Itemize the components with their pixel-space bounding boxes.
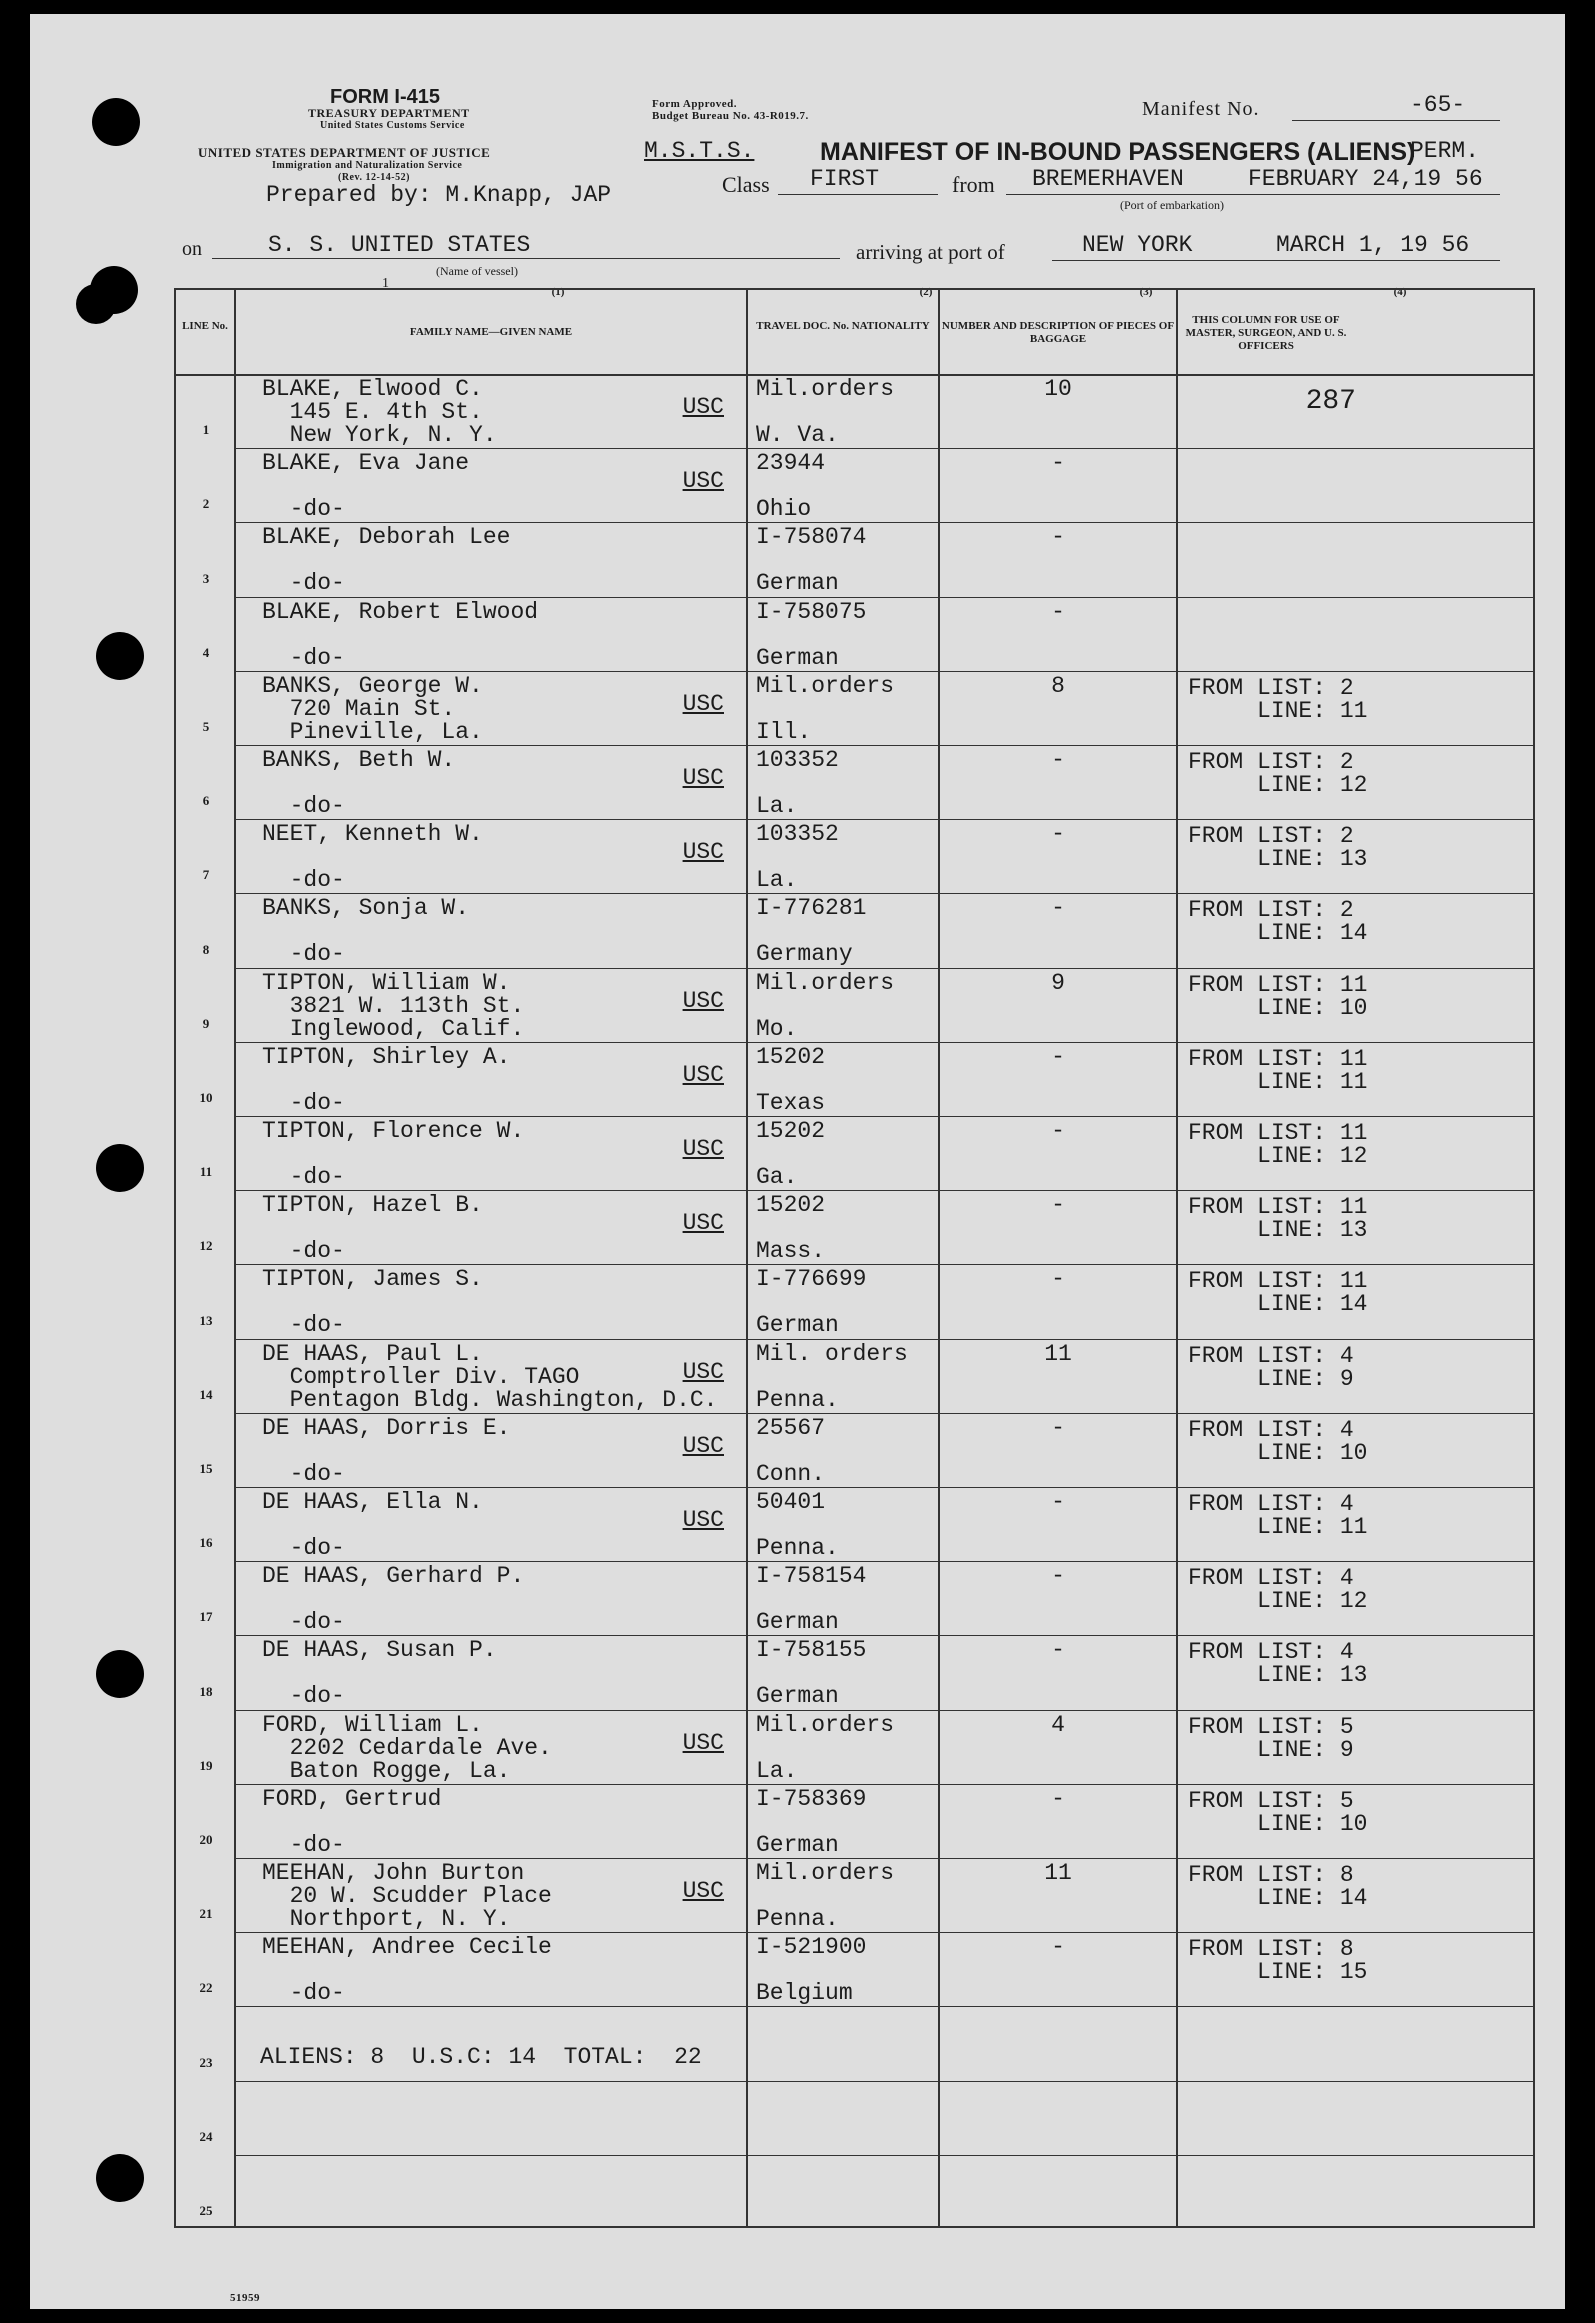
table-row [176, 1413, 1533, 1487]
travel-document: I-758155 German [756, 1637, 867, 1710]
officer-note: FROM LIST: 11 LINE: 13 [1188, 1194, 1368, 1244]
line-number: 20 [199, 1831, 213, 1847]
table-row [176, 1116, 1533, 1190]
travel-document: 15202 Texas [756, 1043, 826, 1116]
passenger-name: ALIENS: 8 U.S.C: 14 TOTAL: 22 [260, 2044, 702, 2071]
col-header-line: LINE No. [182, 320, 228, 332]
passenger-name: TIPTON, Shirley A. -do- [262, 1043, 511, 1116]
line-number: 16 [199, 1535, 213, 1551]
citizenship-usc: USC [682, 1210, 724, 1237]
citizenship-usc: USC [682, 1432, 724, 1459]
officer-note: FROM LIST: 2 LINE: 11 [1188, 674, 1368, 724]
passenger-name: DE HAAS, Paul L. Comptroller Div. TAGO Pentagon Bldg. Washington, D.C. [262, 1340, 718, 1413]
baggage-count: - [1051, 1489, 1065, 1515]
travel-document: 23944 Ohio [756, 450, 826, 523]
travel-document: Mil.orders Penna. [756, 1860, 895, 1932]
passenger-name: BLAKE, Robert Elwood -do- [262, 598, 539, 671]
line-number: 6 [202, 793, 210, 809]
col-num-4: (4) [1393, 286, 1407, 298]
officer-note: FROM LIST: 2 LINE: 12 [1188, 749, 1368, 798]
officer-note: FROM LIST: 8 LINE: 15 [1188, 1936, 1368, 1986]
customs-service: United States Customs Service [320, 120, 465, 131]
table-row [176, 597, 1533, 671]
col-num-2: (2) [919, 286, 933, 298]
baggage-count: - [1051, 1414, 1065, 1441]
punch-hole [96, 1650, 144, 1698]
passenger-name: BLAKE, Elwood C. 145 E. 4th St. New York, N. Y. [262, 376, 497, 448]
baggage-count: 11 [1044, 1340, 1072, 1367]
table-row [176, 1932, 1533, 2006]
baggage-count: - [1051, 1118, 1065, 1144]
table-row [176, 2155, 1533, 2229]
citizenship-usc: USC [682, 1878, 724, 1904]
travel-document: I-758074 German [756, 524, 867, 597]
arrival-port: NEW YORK [1082, 232, 1193, 258]
line-number: 12 [199, 1238, 213, 1254]
table-row [176, 745, 1533, 819]
line-number: 5 [202, 718, 210, 734]
baggage-count: - [1051, 450, 1065, 477]
baggage-count: 8 [1051, 672, 1065, 699]
citizenship-usc: USC [682, 690, 724, 717]
baggage-count: - [1051, 1043, 1065, 1070]
line-number: 10 [199, 1089, 213, 1105]
travel-document: 103352 La. [756, 821, 839, 894]
officer-note: FROM LIST: 2 LINE: 14 [1188, 897, 1368, 947]
table-row [176, 448, 1533, 522]
officer-note: FROM LIST: 11 LINE: 11 [1188, 1045, 1368, 1095]
on-label: on [182, 238, 202, 260]
punch-hole [96, 2154, 144, 2202]
baggage-count: - [1051, 1934, 1065, 1961]
travel-document: I-758369 German [756, 1785, 867, 1858]
officer-note: FROM LIST: 11 LINE: 12 [1188, 1120, 1368, 1169]
passenger-name: TIPTON, James S. -do- [262, 1266, 483, 1339]
form-revision: (Rev. 12-14-52) [338, 172, 410, 183]
travel-document: I-758154 German [756, 1563, 867, 1636]
citizenship-usc: USC [682, 987, 724, 1014]
officer-note: FROM LIST: 11 LINE: 10 [1188, 971, 1368, 1021]
passenger-table [174, 288, 1535, 2228]
line-number: 3 [202, 570, 210, 586]
table-row [176, 2006, 1533, 2080]
manifest-no-label: Manifest No. [1142, 98, 1260, 120]
travel-document: 103352 La. [756, 747, 839, 819]
vessel-name: S. S. UNITED STATES [268, 232, 531, 258]
line-number: 13 [199, 1312, 213, 1328]
line-number: 8 [202, 941, 210, 957]
vessel-caption: (Name of vessel) [436, 264, 518, 278]
officer-note: FROM LIST: 5 LINE: 10 [1188, 1787, 1368, 1837]
officer-note: FROM LIST: 2 LINE: 13 [1188, 823, 1368, 873]
passenger-name: FORD, William L. 2202 Cedardale Ave. Baton Rogge, La. [262, 1711, 552, 1784]
justice-dept: UNITED STATES DEPARTMENT OF JUSTICE [198, 145, 491, 160]
table-row [176, 2081, 1533, 2155]
col-header-baggage: NUMBER AND DESCRIPTION OF PIECES OF BAGGAGE [941, 320, 1175, 345]
prepared-by: Prepared by: M.Knapp, JAP [266, 182, 612, 208]
travel-document: 15202 Mass. [756, 1192, 826, 1265]
officer-note: FROM LIST: 5 LINE: 9 [1188, 1713, 1354, 1763]
passenger-name: BLAKE, Eva Jane -do- [262, 450, 470, 523]
passenger-name: TIPTON, William W. 3821 W. 113th St. Inglewood, Calif. [262, 969, 525, 1042]
baggage-count: - [1051, 1192, 1065, 1219]
table-row [176, 1858, 1533, 1932]
punch-hole [92, 98, 140, 146]
manifest-number: -65- [1410, 92, 1466, 118]
officer-note: FROM LIST: 4 LINE: 13 [1188, 1639, 1368, 1689]
table-row [176, 1710, 1533, 1784]
table-row [176, 1339, 1533, 1413]
baggage-count: - [1051, 1785, 1065, 1812]
port-of-embarkation: BREMERHAVEN [1032, 166, 1184, 192]
from-label: from [952, 172, 995, 197]
baggage-count: - [1051, 895, 1065, 922]
baggage-count: 9 [1051, 969, 1065, 996]
arriving-label: arriving at port of [856, 240, 1005, 264]
baggage-count: - [1051, 524, 1065, 551]
treasury-dept: TREASURY DEPARTMENT [308, 106, 470, 120]
line-number: 15 [199, 1460, 213, 1476]
line-number: 14 [199, 1386, 213, 1402]
baggage-count: - [1051, 1266, 1065, 1293]
form-approved: Form Approved. [652, 98, 738, 110]
table-row [176, 1190, 1533, 1264]
port-caption: (Port of embarkation) [1120, 198, 1224, 212]
baggage-count: 11 [1044, 1860, 1072, 1886]
passenger-name: BANKS, George W. 720 Main St. Pineville, La. [262, 672, 483, 745]
baggage-count: - [1051, 1563, 1065, 1590]
line-number: 11 [199, 1164, 213, 1180]
citizenship-usc: USC [682, 839, 724, 866]
table-row [176, 1264, 1533, 1338]
ins-service: Immigration and Naturalization Service [272, 160, 463, 171]
passenger-name: BANKS, Sonja W. -do- [262, 895, 470, 968]
travel-document: 15202 Ga. [756, 1118, 826, 1190]
citizenship-usc: USC [682, 1136, 724, 1162]
officer-note: FROM LIST: 4 LINE: 12 [1188, 1565, 1368, 1615]
col-num-3: (3) [1139, 286, 1153, 298]
officer-note: FROM LIST: 11 LINE: 14 [1188, 1268, 1368, 1318]
table-row [176, 1635, 1533, 1709]
line-number: 21 [199, 1906, 213, 1922]
table-row [176, 893, 1533, 967]
class-label: Class [722, 172, 770, 197]
line-number: 7 [202, 867, 210, 883]
table-row [176, 968, 1533, 1042]
citizenship-usc: USC [682, 765, 724, 791]
passenger-name: DE HAAS, Gerhard P. -do- [262, 1563, 525, 1636]
citizenship-usc: USC [682, 1729, 724, 1756]
passenger-name: DE HAAS, Ella N. -do- [262, 1489, 483, 1561]
punch-hole [96, 1144, 144, 1192]
punch-hole [96, 632, 144, 680]
table-row [176, 1042, 1533, 1116]
citizenship-usc: USC [682, 1507, 724, 1533]
line-number: 18 [199, 1683, 213, 1699]
travel-document: 50401 Penna. [756, 1489, 839, 1561]
baggage-count: 4 [1051, 1711, 1065, 1738]
line-number: 25 [199, 2202, 213, 2218]
travel-document: 25567 Conn. [756, 1414, 826, 1487]
table-row [176, 1784, 1533, 1858]
baggage-count: - [1051, 821, 1065, 848]
passenger-name: MEEHAN, Andree Cecile -do- [262, 1934, 552, 2007]
baggage-count: - [1051, 1637, 1065, 1664]
table-row [176, 671, 1533, 745]
officer-note: FROM LIST: 4 LINE: 9 [1188, 1342, 1354, 1392]
line-number: 2 [202, 496, 210, 512]
line-number: 17 [199, 1609, 213, 1625]
table-row [176, 1487, 1533, 1561]
arrival-date: MARCH 1, 19 56 [1276, 232, 1470, 258]
punch-hole [76, 284, 116, 324]
col-header-doc: TRAVEL DOC. No. NATIONALITY [756, 320, 930, 332]
travel-document: I-776699 German [756, 1266, 867, 1339]
line-number: 1 [202, 422, 210, 438]
baggage-count: - [1051, 598, 1065, 625]
column-index-mark: 1 [382, 276, 389, 291]
travel-document: I-521900 Belgium [756, 1934, 867, 2007]
budget-bureau: Budget Bureau No. 43-R019.7. [652, 110, 809, 122]
table-row [176, 1561, 1533, 1635]
passenger-name: FORD, Gertrud -do- [262, 1785, 442, 1858]
passenger-name: TIPTON, Hazel B. -do- [262, 1192, 483, 1265]
col-header-officers: THIS COLUMN FOR USE OF MASTER, SURGEON, AND U. S. OFFICERS [1185, 314, 1347, 352]
col-num-1: (1) [551, 286, 565, 298]
passenger-name: BANKS, Beth W. -do- [262, 747, 456, 819]
footer-code: 51959 [230, 2292, 260, 2304]
document-title: MANIFEST OF IN-BOUND PASSENGERS (ALIENS) [820, 138, 1416, 166]
citizenship-usc: USC [682, 1061, 724, 1088]
passenger-name: TIPTON, Florence W. -do- [262, 1118, 525, 1190]
baggage-count: - [1051, 747, 1065, 773]
travel-document: Mil. orders Penna. [756, 1340, 908, 1413]
officer-note: FROM LIST: 8 LINE: 14 [1188, 1862, 1368, 1911]
baggage-count: 10 [1044, 376, 1072, 402]
officer-note: 287 [1305, 386, 1356, 417]
table-row [176, 819, 1533, 893]
line-number: 24 [199, 2128, 213, 2144]
line-number: 19 [199, 1757, 213, 1773]
travel-document: Mil.orders W. Va. [756, 376, 895, 448]
travel-document: I-758075 German [756, 598, 867, 671]
msts: M.S.T.S. [644, 138, 755, 164]
passenger-name: DE HAAS, Dorris E. -do- [262, 1414, 511, 1487]
travel-document: Mil.orders La. [756, 1711, 895, 1784]
officer-note: FROM LIST: 4 LINE: 10 [1188, 1416, 1368, 1466]
departure-date: FEBRUARY 24,19 56 [1248, 166, 1483, 192]
col-header-name: FAMILY NAME—GIVEN NAME [409, 326, 573, 338]
citizenship-usc: USC [682, 1358, 724, 1385]
class-value: FIRST [810, 166, 880, 192]
line-number: 23 [199, 2054, 213, 2070]
passenger-name: DE HAAS, Susan P. -do- [262, 1637, 497, 1710]
table-row [176, 374, 1533, 448]
officer-note: FROM LIST: 4 LINE: 11 [1188, 1491, 1368, 1540]
line-number: 4 [202, 644, 210, 660]
form-number: FORM I-415 [330, 86, 441, 108]
line-number: 22 [199, 1980, 213, 1996]
passenger-name: BLAKE, Deborah Lee -do- [262, 524, 511, 597]
travel-document: Mil.orders Ill. [756, 672, 895, 745]
citizenship-usc: USC [682, 468, 724, 495]
passenger-name: MEEHAN, John Burton 20 W. Scudder Place Northport, N. Y. [262, 1860, 552, 1932]
citizenship-usc: USC [682, 394, 724, 420]
travel-document: Mil.orders Mo. [756, 969, 895, 1042]
line-number: 9 [202, 1015, 210, 1031]
passenger-name: NEET, Kenneth W. -do- [262, 821, 483, 894]
perm: PERM. [1410, 138, 1480, 164]
table-row [176, 522, 1533, 596]
travel-document: I-776281 Germany [756, 895, 867, 968]
